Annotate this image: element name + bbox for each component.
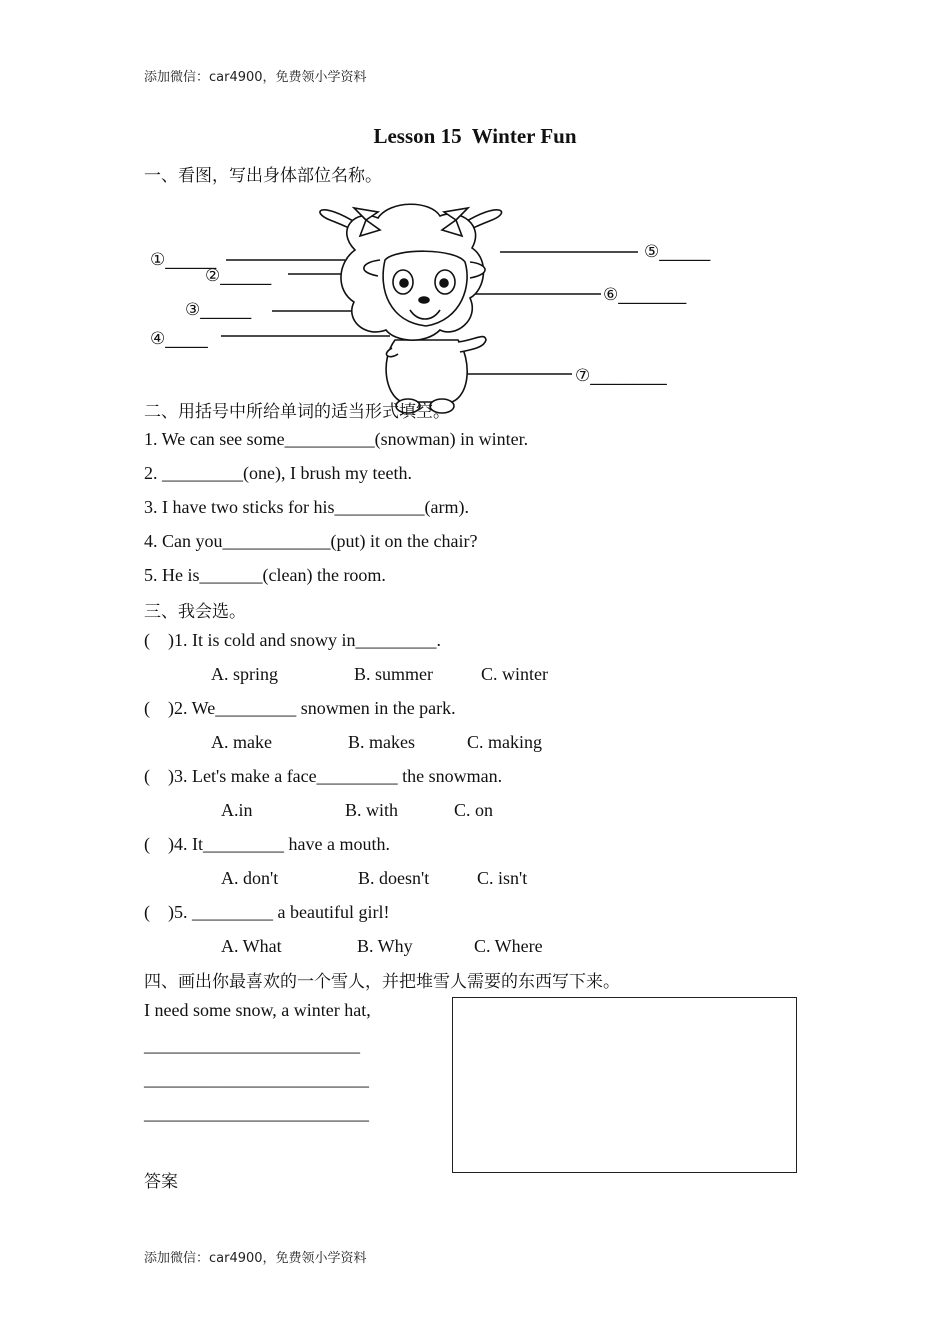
part-label-5[interactable]: ⑤______ [644, 242, 711, 262]
part-label-2[interactable]: ②______ [205, 266, 272, 286]
fill-item-5[interactable]: 5. He is_______(clean) the room. [144, 565, 386, 585]
choice-option-2a[interactable]: A. make [211, 732, 272, 752]
part-label-3[interactable]: ③______ [185, 300, 252, 320]
choice-option-3a[interactable]: A.in [221, 800, 253, 820]
choice-option-3c[interactable]: C. on [454, 800, 494, 820]
choice-option-3b[interactable]: B. with [345, 800, 399, 820]
answer-label: 答案 [144, 1172, 178, 1192]
writing-line-1[interactable]: ________________________ [144, 1035, 360, 1055]
choice-option-5a[interactable]: A. What [221, 936, 282, 956]
section4-intro: I need some snow, a winter hat, [144, 1000, 371, 1020]
page-title: Lesson 15 Winter Fun [373, 124, 577, 148]
choice-option-4b[interactable]: B. doesn't [358, 868, 430, 888]
section3-heading: 三、我会选。 [144, 602, 246, 622]
header-note: 添加微信：car4900，免费领小学资料 [144, 70, 367, 85]
section1-heading: 一、看图，写出身体部位名称。 [144, 166, 382, 186]
choice-option-2c[interactable]: C. making [467, 732, 542, 752]
choice-option-2b[interactable]: B. makes [348, 732, 415, 752]
choice-stem-5[interactable]: ( )5. _________ a beautiful girl! [144, 902, 390, 922]
drawing-box[interactable] [452, 997, 797, 1173]
sheep-drawing [320, 204, 502, 413]
part-label-4[interactable]: ④_____ [150, 329, 208, 349]
choice-option-5c[interactable]: C. Where [474, 936, 543, 956]
fill-item-1[interactable]: 1. We can see some__________(snowman) in winter. [144, 429, 529, 449]
section4-heading: 四、画出你最喜欢的一个雪人，并把堆雪人需要的东西写下来。 [144, 972, 620, 992]
fill-item-2[interactable]: 2. _________(one), I brush my teeth. [144, 463, 412, 483]
section2-heading: 二、用括号中所给单词的适当形式填空。 [144, 402, 450, 422]
part-label-1[interactable]: ①______ [150, 250, 217, 270]
choice-stem-4[interactable]: ( )4. It_________ have a mouth. [144, 834, 390, 854]
choice-stem-2[interactable]: ( )2. We_________ snowmen in the park. [144, 698, 456, 718]
choice-option-1a[interactable]: A. spring [211, 664, 278, 684]
choice-stem-3[interactable]: ( )3. Let's make a face_________ the snowman. [144, 766, 503, 786]
choice-option-4a[interactable]: A. don't [221, 868, 279, 888]
choice-option-4c[interactable]: C. isn't [477, 868, 528, 888]
part-label-6[interactable]: ⑥________ [603, 285, 687, 305]
footer-note: 添加微信：car4900，免费领小学资料 [144, 1251, 367, 1266]
choice-option-1b[interactable]: B. summer [354, 664, 433, 684]
choice-stem-1[interactable]: ( )1. It is cold and snowy in_________. [144, 630, 441, 650]
part-label-7[interactable]: ⑦_________ [575, 366, 667, 386]
fill-item-3[interactable]: 3. I have two sticks for his__________(arm). [144, 497, 469, 517]
fill-item-4[interactable]: 4. Can you____________(put) it on the chair? [144, 531, 478, 551]
choice-option-5b[interactable]: B. Why [357, 936, 413, 956]
writing-line-2[interactable]: _________________________ [144, 1069, 369, 1089]
writing-line-3[interactable]: _________________________ [144, 1103, 369, 1123]
choice-option-1c[interactable]: C. winter [481, 664, 548, 684]
